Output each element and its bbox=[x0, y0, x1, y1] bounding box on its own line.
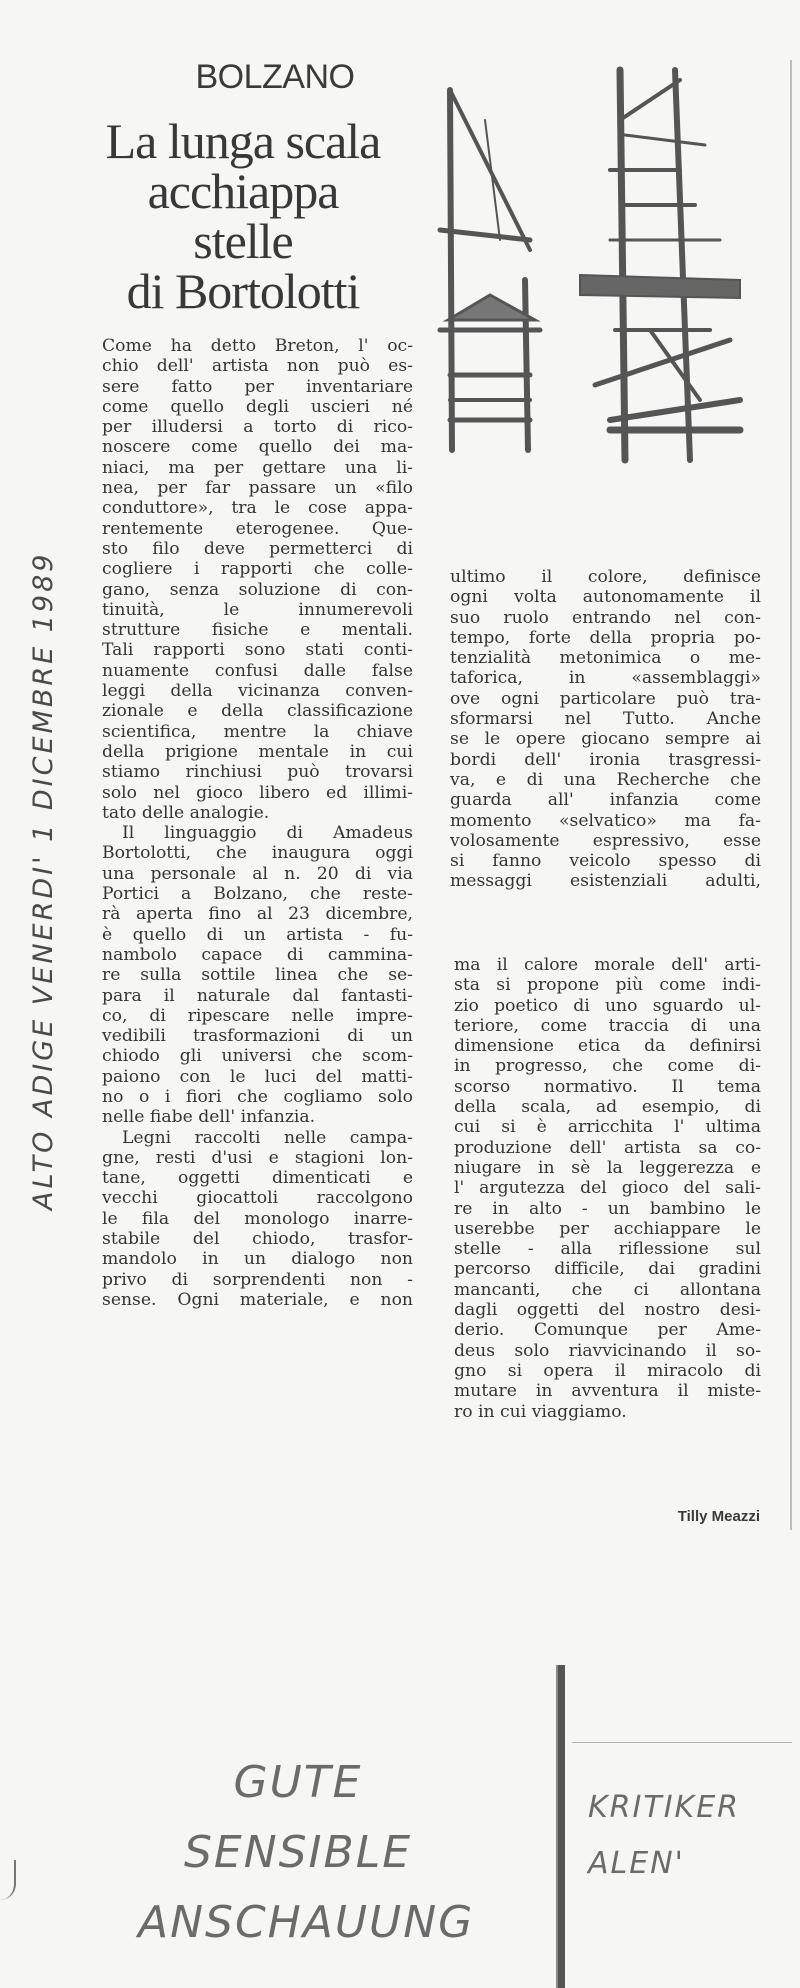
text-line: privo di sorprendenti non - bbox=[102, 1269, 413, 1290]
text-line: nea, per far passare un «filo bbox=[102, 478, 413, 499]
text-line: noscere come quello dei ma- bbox=[102, 437, 413, 458]
text-line: Legni raccolti nelle campa- bbox=[122, 1127, 413, 1148]
text-line: nuamente confusi dalle false bbox=[102, 660, 413, 681]
text-line: gne, resti d'usi e stagioni lon- bbox=[102, 1147, 413, 1168]
text-line: mutare in avventura il miste- bbox=[454, 1381, 761, 1402]
text-line: ro in cui viaggiamo. bbox=[454, 1401, 627, 1422]
text-line: niaci, ma per gettare una li- bbox=[102, 457, 413, 478]
handwritten-line: GUTE bbox=[233, 1757, 363, 1808]
text-line: sformarsi nel Tutto. Anche bbox=[450, 709, 761, 730]
text-line: Il linguaggio di Amadeus bbox=[122, 823, 413, 844]
text-line: solo nel gioco libero ed illimi- bbox=[102, 782, 413, 803]
text-line: sense. Ogni materiale, e non bbox=[102, 1289, 413, 1310]
article-kicker: BOLZANO bbox=[195, 58, 355, 96]
text-line: è quello di un artista - fu- bbox=[102, 924, 413, 945]
text-line: re in alto - un bambino le bbox=[454, 1198, 761, 1219]
text-line: tenzialità metonimica o me- bbox=[450, 648, 761, 669]
text-line: Portici a Bolzano, che reste- bbox=[102, 884, 413, 905]
text-line: della prigione mentale in cui bbox=[102, 741, 413, 762]
text-line: gano, senza soluzione di con- bbox=[102, 579, 413, 600]
text-line: dimensione etica da definirsi bbox=[454, 1036, 761, 1057]
text-line: mandolo in un dialogo non bbox=[102, 1249, 413, 1270]
text-line: no o i fiori che cogliamo solo bbox=[102, 1086, 413, 1107]
text-line: chio dell' artista non può es- bbox=[102, 356, 413, 377]
text-line: produzione dell' artista sa co- bbox=[454, 1137, 761, 1158]
text-line: mancanti, che ci allontana bbox=[454, 1279, 761, 1300]
text-line: scorso normativo. Il tema bbox=[454, 1076, 761, 1097]
text-line: paiono con le luci del matti- bbox=[102, 1066, 413, 1087]
text-line: percorso difficile, dai gradini bbox=[454, 1259, 761, 1280]
text-line: co, di ripescare nelle impre- bbox=[102, 1005, 413, 1026]
text-line: ove ogni particolare può tra- bbox=[450, 688, 761, 709]
text-line: cogliere i rapporti che colle- bbox=[102, 559, 413, 580]
text-line: zio poetico di uno sguardo ul- bbox=[454, 995, 761, 1016]
text-line: re sulla sottile linea che se- bbox=[102, 965, 413, 986]
text-line: sere fatto per inventariare bbox=[102, 376, 413, 397]
text-line: guarda all' infanzia come bbox=[450, 790, 761, 811]
text-line: l' argutezza del gioco del sali- bbox=[454, 1178, 761, 1199]
text-line: Bortolotti, che inaugura oggi bbox=[102, 843, 413, 864]
text-line: ogni volta autonomamente il bbox=[450, 587, 761, 608]
text-line: bordi dell' ironia trasgressi- bbox=[450, 749, 761, 770]
article-column-left bbox=[102, 336, 413, 1310]
handwritten-line: KRITIKER bbox=[588, 1790, 741, 1825]
headline-line: acchiappa bbox=[147, 163, 339, 219]
handwritten-line: ANSCHAUUNG bbox=[138, 1897, 475, 1948]
text-line: chiodo gli universi che scom- bbox=[102, 1046, 413, 1067]
handwritten-mark bbox=[0, 1860, 16, 1900]
text-line: messaggi esistenziali adulti, bbox=[450, 871, 761, 892]
text-line: come quello degli uscieri né bbox=[102, 396, 413, 417]
headline-line: di Bortolotti bbox=[126, 263, 360, 319]
text-line: Tali rapporti sono stati conti- bbox=[102, 640, 413, 661]
handwritten-line: ALEN' bbox=[588, 1846, 685, 1881]
text-line: va, e di una Recherche che bbox=[450, 769, 761, 790]
text-line: sta si propone più come indi- bbox=[454, 975, 761, 996]
page-edge-line bbox=[790, 60, 792, 1530]
text-line: ultimo il colore, definisce bbox=[450, 567, 761, 587]
handwritten-note-left bbox=[138, 1748, 475, 1958]
text-line: suo ruolo entrando nel con- bbox=[450, 607, 761, 628]
text-line: derio. Comunque per Ame- bbox=[454, 1320, 761, 1341]
text-line: se le opere giocano sempre ai bbox=[450, 729, 761, 750]
text-line: para il naturale dal fantasti- bbox=[102, 985, 413, 1006]
text-line: conduttore», tra le cose appa- bbox=[102, 498, 413, 519]
article-column-right-top bbox=[450, 567, 761, 892]
text-line: strutture fisiche e mentali. bbox=[102, 620, 413, 641]
text-line: zionale e della classificazione bbox=[102, 701, 413, 722]
text-line: momento «selvatico» ma fa- bbox=[450, 810, 761, 831]
text-line: teriore, come traccia di una bbox=[454, 1015, 761, 1036]
text-line: stabile del chiodo, trasfor- bbox=[102, 1229, 413, 1250]
article-byline: Tilly Meazzi bbox=[677, 1508, 760, 1525]
vertical-divider bbox=[556, 1665, 565, 1988]
text-line: niugare in sè la leggerezza e bbox=[454, 1157, 761, 1178]
text-line: in progresso, che come di- bbox=[454, 1056, 761, 1077]
text-line: scientifica, mentre la chiave bbox=[102, 721, 413, 742]
article-column-right-bottom bbox=[454, 955, 761, 1422]
text-line: nambolo capace di cammina- bbox=[102, 944, 413, 965]
text-line: stiamo rinchiusi può trovarsi bbox=[102, 762, 413, 783]
text-line: tinuità, le innumerevoli bbox=[102, 599, 413, 620]
text-line: nelle fiabe dell' infanzia. bbox=[102, 1107, 316, 1128]
headline-line: La lunga scala bbox=[105, 113, 381, 169]
article-headline bbox=[78, 113, 408, 319]
text-line: leggi della vicinanza conven- bbox=[102, 681, 413, 702]
text-line: stelle - alla riflessione sul bbox=[454, 1239, 761, 1260]
text-line: dagli oggetti del nostro desi- bbox=[454, 1300, 761, 1321]
text-line: rà aperta fino al 23 dicembre, bbox=[102, 904, 413, 925]
text-line: si fanno veicolo spesso di bbox=[450, 851, 761, 872]
text-line: taforica, in «assemblaggi» bbox=[450, 668, 761, 689]
text-line: vecchi giocattoli raccolgono bbox=[102, 1188, 413, 1209]
text-line: deus solo riavvicinando il so- bbox=[454, 1340, 761, 1361]
text-line: ma il calore morale dell' arti- bbox=[454, 955, 761, 975]
text-line: tane, oggetti dimenticati e bbox=[102, 1168, 413, 1189]
text-line: della scala, ad esempio, di bbox=[454, 1097, 761, 1118]
text-line: una personale al n. 20 di via bbox=[102, 863, 413, 884]
text-line: per illudersi a torto di rico- bbox=[102, 417, 413, 438]
headline-line: stelle bbox=[193, 213, 293, 269]
text-line: sto filo deve permetterci di bbox=[102, 538, 413, 559]
text-line: le fila del monologo inarre- bbox=[102, 1208, 413, 1229]
text-line: cui si è arricchita l' ultima bbox=[454, 1117, 761, 1138]
text-line: rentemente eterogenee. Que- bbox=[102, 518, 413, 539]
text-line: tempo, forte della propria po- bbox=[450, 627, 761, 648]
text-line: gno si opera il miracolo di bbox=[454, 1360, 761, 1381]
handwritten-date-note: ALTO ADIGE VENERDI' 1 DICEMBRE 1989 bbox=[28, 551, 59, 1210]
handwritten-note-right bbox=[588, 1780, 740, 1892]
text-line: volosamente espressivo, esse bbox=[450, 830, 761, 851]
horizontal-rule bbox=[572, 1742, 792, 1743]
text-line: tato delle analogie. bbox=[102, 802, 270, 823]
handwritten-line: SENSIBLE bbox=[183, 1827, 413, 1878]
text-line: userebbe per acchiappare le bbox=[454, 1218, 761, 1239]
text-line: vedibili trasformazioni di un bbox=[102, 1026, 413, 1047]
text-line: Come ha detto Breton, l' oc- bbox=[102, 336, 413, 356]
ladder-sculpture-photo bbox=[430, 30, 770, 480]
